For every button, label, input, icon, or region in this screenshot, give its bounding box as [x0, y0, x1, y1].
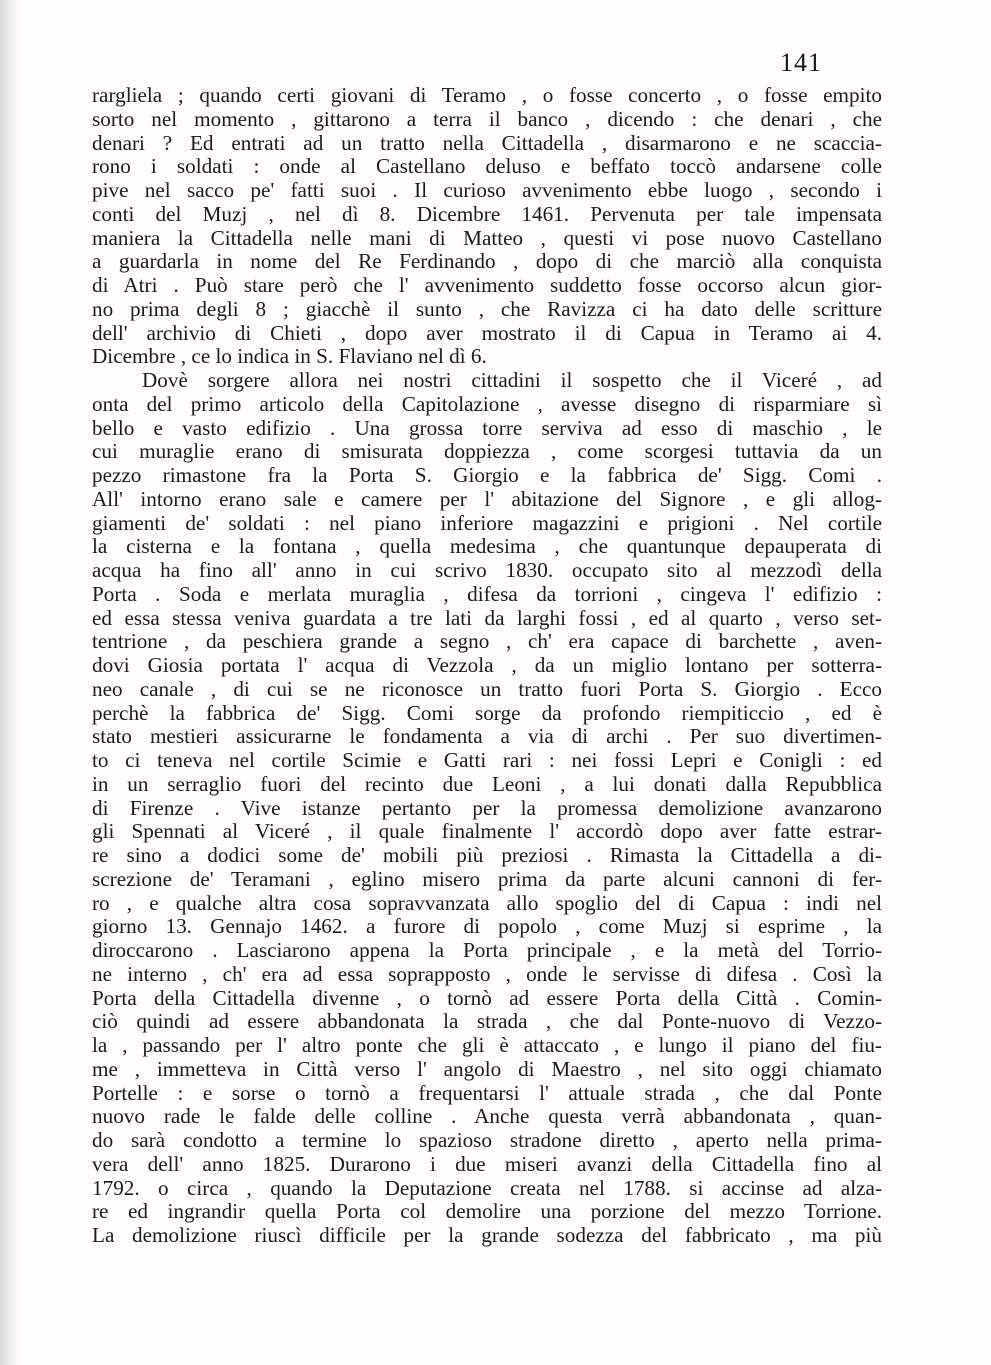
text-line: cui muraglie erano di smisurata doppiezza , come scorgesi tuttavia da un — [92, 439, 882, 464]
text-line: Portelle : e sorse o tornò a frequentarsi l' attuale strada , che dal Ponte — [92, 1080, 882, 1105]
text-line: a guardarla in nome del Re Ferdinando , dopo di che marciò alla conquista — [92, 249, 882, 274]
text-line: Porta della Cittadella divenne , o tornò ad essere Porta della Città . Comin- — [92, 985, 882, 1010]
text-line: screzione de' Teramani , eglino misero prima da parte alcuni cannoni di fer- — [92, 866, 882, 891]
text-line: la , passando per l' altro ponte che gli è attaccato , e lungo il piano del fiu- — [92, 1033, 882, 1057]
text-line: maniera la Cittadella nelle mani di Matteo , questi vi pose nuovo Castellano — [92, 225, 882, 250]
text-line: Dicembre , ce lo indica in S. Flaviano nel dì 6. — [92, 344, 487, 369]
text-line: sorto nel momento , gittarono a terra il banco , dicendo : che denari , che — [92, 106, 882, 131]
text-line: tentrione , da peschiera grande a segno , ch' era capace di barchette , aven- — [92, 629, 882, 654]
text-line: onta del primo articolo della Capitolazione , avesse disegno di risparmiare sì — [92, 391, 882, 416]
text-line: la cisterna e la fontana , quella medesima , che quantunque depauperata di — [92, 534, 882, 559]
text-line: neo canale , di cui se ne riconosce un tratto fuori Porta S. Giorgio . Ecco — [92, 676, 882, 701]
text-line: Dovè sorgere allora nei nostri cittadini il sospetto che il Viceré , ad — [142, 368, 882, 392]
text-line: to ci teneva nel cortile Scimie e Gatti rari : nei fossi Lepri e Conigli : ed — [92, 748, 882, 772]
text-line: vera dell' anno 1825. Durarono i due miseri avanzi della Cittadella fino al — [92, 1151, 882, 1176]
text-line: in un serraglio fuori del recinto due Leoni , a lui donati dalla Repubblica — [92, 771, 882, 796]
text-line: dell' archivio di Chieti , dopo aver mostrato il di Capua in Teramo ai 4. — [92, 320, 882, 345]
text-line: 1792. o circa , quando la Deputazione creata nel 1788. si accinse ad alza- — [92, 1175, 882, 1200]
text-line: ciò quindi ad essere abbandonata la strada , che dal Ponte-nuovo di Vezzo- — [92, 1009, 882, 1034]
text-line: stato mestieri assicurarne le fondamenta a via di archi . Per suo divertimen- — [92, 724, 882, 749]
text-line: di Firenze . Vive istanze pertanto per la promessa demolizione avanzarono — [92, 795, 882, 820]
body-text — [92, 84, 882, 1248]
text-line: Porta . Soda e merlata muraglia , difesa da torrioni , cingeva l' edifizio : — [92, 581, 882, 606]
text-line: rono i soldati : onde al Castellano deluso e beffato toccò andarsene colle — [92, 154, 882, 179]
text-line: perchè la fabbrica de' Sigg. Comi sorge da profondo riempiticcio , ed è — [92, 700, 882, 725]
text-line: no prima degli 8 ; giacchè il sunto , che Ravizza ci ha dato delle scritture — [92, 296, 882, 321]
text-line: nuovo rade le falde delle colline . Anche questa verrà abbandonata , quan- — [92, 1104, 882, 1129]
text-line: La demolizione riuscì difficile per la grande sodezza del fabbricato , ma più — [92, 1223, 882, 1247]
text-line: ne interno , ch' era ad essa soprapposto , onde le servisse di difesa . Così la — [92, 961, 882, 986]
text-line: pive nel sacco pe' fatti suoi . Il curioso avvenimento ebbe luogo , secondo i — [92, 178, 882, 202]
text-line: gli Spennati al Viceré , il quale finalmente l' accordò dopo aver fatte estrar- — [92, 819, 882, 844]
text-line: dovi Giosia portata l' acqua di Vezzola , da un miglio lontano per sotterra- — [92, 653, 882, 677]
text-line: bello e vasto edifizio . Una grossa torre serviva ad esso di maschio , le — [92, 415, 882, 440]
text-line: ro , e qualche altra cosa sopravvanzata allo spoglio del di Capua : indi nel — [92, 890, 882, 915]
text-line: do sarà condotto a termine lo spazioso stradone diretto , aperto nella prima- — [92, 1128, 882, 1152]
text-line: giorno 13. Gennajo 1462. a furore di popolo , come Muzj si esprime , la — [92, 914, 882, 939]
text-line: re sino a dodici some de' mobili più preziosi . Rimasta la Cittadella a di- — [92, 843, 882, 867]
text-line: acqua ha fino all' anno in cui scrivo 1830. occupato sito al mezzodì della — [92, 558, 882, 582]
text-line: re ed ingrandir quella Porta col demolire una porzione del mezzo Torrione. — [92, 1199, 882, 1224]
text-line: giamenti de' soldati : nel piano inferiore magazzini e prigioni . Nel cortile — [92, 510, 882, 535]
text-line: All' intorno erano sale e camere per l' abitazione del Signore , e gli allog- — [92, 486, 882, 511]
text-line: rargliela ; quando certi giovani di Teramo , o fosse concerto , o fosse empito — [92, 83, 882, 107]
text-line: pezzo rimastone fra la Porta S. Giorgio e la fabbrica de' Sigg. Comi . — [92, 463, 882, 487]
text-line: diroccarono . Lasciarono appena la Porta principale , e la metà del Torrio- — [92, 938, 882, 962]
text-line: ed essa stessa veniva guardata a tre lati da larghi fossi , ed al quarto , verso set- — [92, 605, 882, 630]
text-line: di Atri . Può stare però che l' avvenimento suddetto fosse occorso alcun gior- — [92, 273, 882, 297]
text-line: conti del Muzj , nel dì 8. Dicembre 1461. Pervenuta per tale impensata — [92, 201, 882, 226]
text-line: denari ? Ed entrati ad un tratto nella Cittadella , disarmarono e ne scaccia- — [92, 130, 882, 155]
binding-gutter-shadow — [0, 0, 22, 1365]
page-number: 141 — [780, 48, 822, 77]
text-line: me , immetteva in Città verso l' angolo di Maestro , nel sito oggi chiamato — [92, 1056, 882, 1081]
